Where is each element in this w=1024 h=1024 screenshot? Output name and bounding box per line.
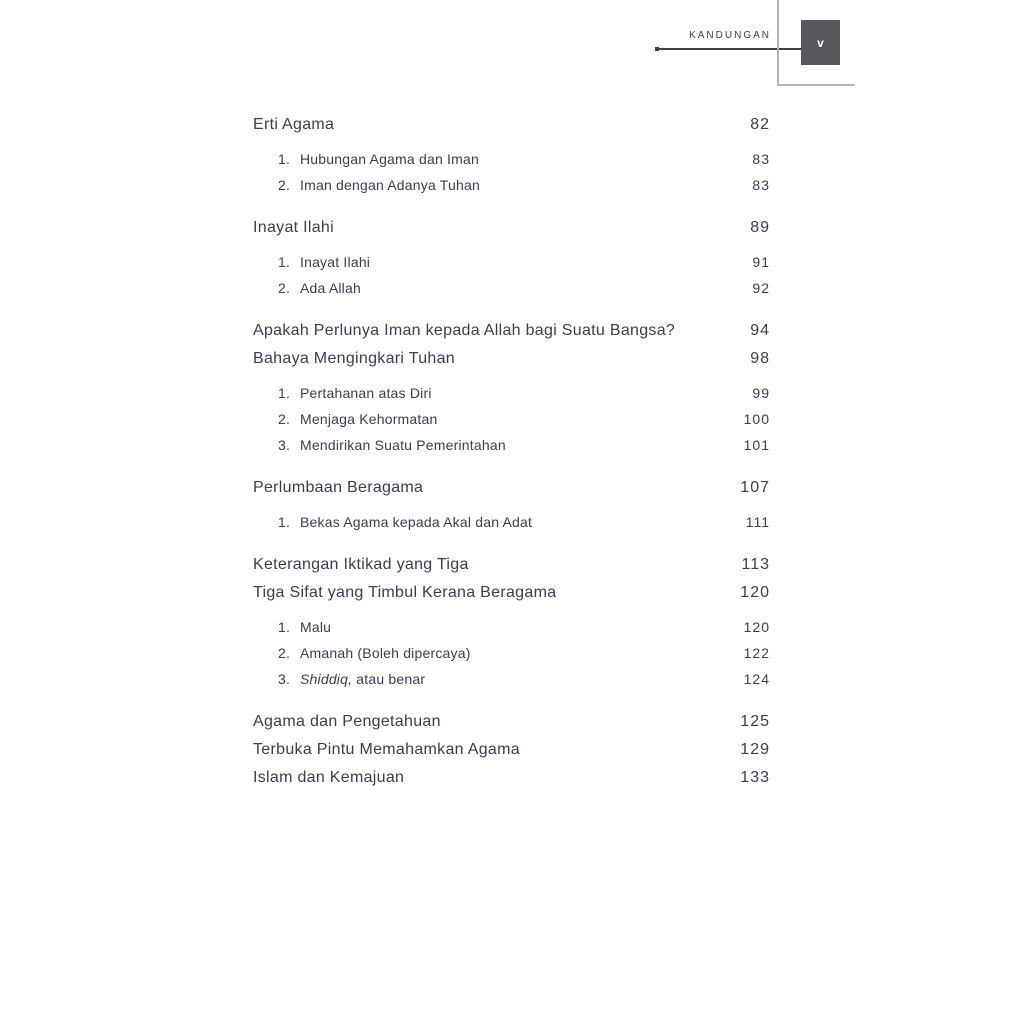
toc-entry-page: 120 xyxy=(740,584,770,601)
toc-section xyxy=(253,708,770,736)
toc-subentry-number: 1. xyxy=(278,151,291,167)
toc-subentry-label: Iman dengan Adanya Tuhan xyxy=(300,177,480,193)
toc-subentry-number: 1. xyxy=(278,514,291,530)
toc-subentry-number: 2. xyxy=(278,411,291,427)
toc-subentry-page: 99 xyxy=(752,385,770,401)
toc-entry-title: Tiga Sifat yang Timbul Kerana Beragama xyxy=(253,584,557,601)
toc-subentry xyxy=(253,380,770,406)
toc-subentry-number: 1. xyxy=(278,619,291,635)
toc-subentry-page: 111 xyxy=(745,514,770,530)
toc-entry xyxy=(253,111,770,139)
toc-entry xyxy=(253,345,770,373)
toc-entry-page: 133 xyxy=(740,769,770,786)
toc-section xyxy=(253,345,770,458)
toc-entry xyxy=(253,736,770,764)
toc-subentry-page: 101 xyxy=(743,437,770,453)
toc-subentry-number: 2. xyxy=(278,645,291,661)
toc-subentry-page: 83 xyxy=(752,151,770,167)
toc-section xyxy=(253,317,770,345)
toc-entry-page: 94 xyxy=(750,322,770,339)
toc-subentry-label: Menjaga Kehormatan xyxy=(300,411,438,427)
toc-subentry-number: 1. xyxy=(278,385,291,401)
toc-entry-title: Keterangan Iktikad yang Tiga xyxy=(253,556,469,573)
toc-entry-page: 98 xyxy=(750,350,770,367)
toc-subentry-label-rest: atau benar xyxy=(352,671,426,687)
toc-subentries xyxy=(253,509,770,535)
toc-subentry-page: 91 xyxy=(752,254,770,270)
toc-subentry-label: Ada Allah xyxy=(300,280,361,296)
header-horizontal-rule xyxy=(777,84,855,86)
header-dark-rule xyxy=(657,48,803,50)
toc-entry-page: 125 xyxy=(740,713,770,730)
toc-subentry-label: Bekas Agama kepada Akal dan Adat xyxy=(300,514,533,530)
toc-entry-title: Perlumbaan Beragama xyxy=(253,479,424,496)
toc-subentry-number: 3. xyxy=(278,437,291,453)
toc-subentry-label xyxy=(300,671,744,687)
toc-subentry-label: Amanah (Boleh dipercaya) xyxy=(300,645,471,661)
toc-subentry-label: Mendirikan Suatu Pemerintahan xyxy=(300,437,506,453)
toc-subentry-number: 2. xyxy=(278,177,291,193)
toc-subentry-label: Malu xyxy=(300,619,332,635)
toc-subentry-label-italic: Shiddiq, xyxy=(300,671,353,687)
toc-subentry-label: Pertahanan atas Diri xyxy=(300,385,432,401)
toc-section xyxy=(253,214,770,301)
toc-subentry-page: 100 xyxy=(743,411,770,427)
toc-entry xyxy=(253,579,770,607)
table-of-contents xyxy=(253,111,770,792)
toc-subentry-page: 124 xyxy=(743,671,770,687)
header-vertical-rule xyxy=(777,0,779,85)
toc-section xyxy=(253,764,770,792)
toc-subentry xyxy=(253,172,770,198)
toc-subentry-number: 3. xyxy=(278,671,291,687)
toc-subentries xyxy=(253,614,770,692)
page-number-badge xyxy=(801,20,840,65)
toc-subentry xyxy=(253,146,770,172)
toc-entry-title: Inayat Ilahi xyxy=(253,219,334,236)
toc-subentry-page: 120 xyxy=(743,619,770,635)
toc-subentries xyxy=(253,380,770,458)
toc-subentry xyxy=(253,666,770,692)
toc-subentry xyxy=(253,432,770,458)
toc-entry-title: Apakah Perlunya Iman kepada Allah bagi Suatu Bangsa? xyxy=(253,322,676,339)
toc-entry-page: 82 xyxy=(750,116,770,133)
toc-subentry xyxy=(253,640,770,666)
toc-subentry-label: Inayat Ilahi xyxy=(300,254,371,270)
toc-entry-title: Islam dan Kemajuan xyxy=(253,769,405,786)
toc-entry xyxy=(253,317,770,345)
toc-entry xyxy=(253,474,770,502)
toc-subentry-number: 1. xyxy=(278,254,291,270)
toc-entry xyxy=(253,214,770,242)
toc-subentry xyxy=(253,275,770,301)
toc-subentry-label: Hubungan Agama dan Iman xyxy=(300,151,479,167)
toc-section xyxy=(253,474,770,535)
toc-entry-page: 89 xyxy=(750,219,770,236)
toc-entry-page: 107 xyxy=(740,479,770,496)
toc-subentry-page: 122 xyxy=(743,645,770,661)
toc-subentries xyxy=(253,146,770,198)
page-number: v xyxy=(817,35,824,50)
toc-subentry xyxy=(253,509,770,535)
toc-subentry xyxy=(253,406,770,432)
toc-subentries xyxy=(253,249,770,301)
toc-entry-page: 113 xyxy=(741,556,770,573)
toc-entry xyxy=(253,551,770,579)
toc-entry-title: Agama dan Pengetahuan xyxy=(253,713,441,730)
toc-entry-title: Terbuka Pintu Memahamkan Agama xyxy=(253,741,520,758)
toc-entry xyxy=(253,764,770,792)
toc-entry-title: Bahaya Mengingkari Tuhan xyxy=(253,350,455,367)
toc-section xyxy=(253,579,770,692)
toc-subentry-page: 92 xyxy=(752,280,770,296)
toc-subentry-number: 2. xyxy=(278,280,291,296)
toc-entry-title: Erti Agama xyxy=(253,116,335,133)
toc-entry xyxy=(253,708,770,736)
toc-subentry xyxy=(253,249,770,275)
running-header-title: KANDUNGAN xyxy=(689,30,771,41)
toc-entry-page: 129 xyxy=(740,741,770,758)
toc-subentry xyxy=(253,614,770,640)
toc-section xyxy=(253,111,770,198)
toc-section xyxy=(253,736,770,764)
toc-subentry-page: 83 xyxy=(752,177,770,193)
toc-section xyxy=(253,551,770,579)
